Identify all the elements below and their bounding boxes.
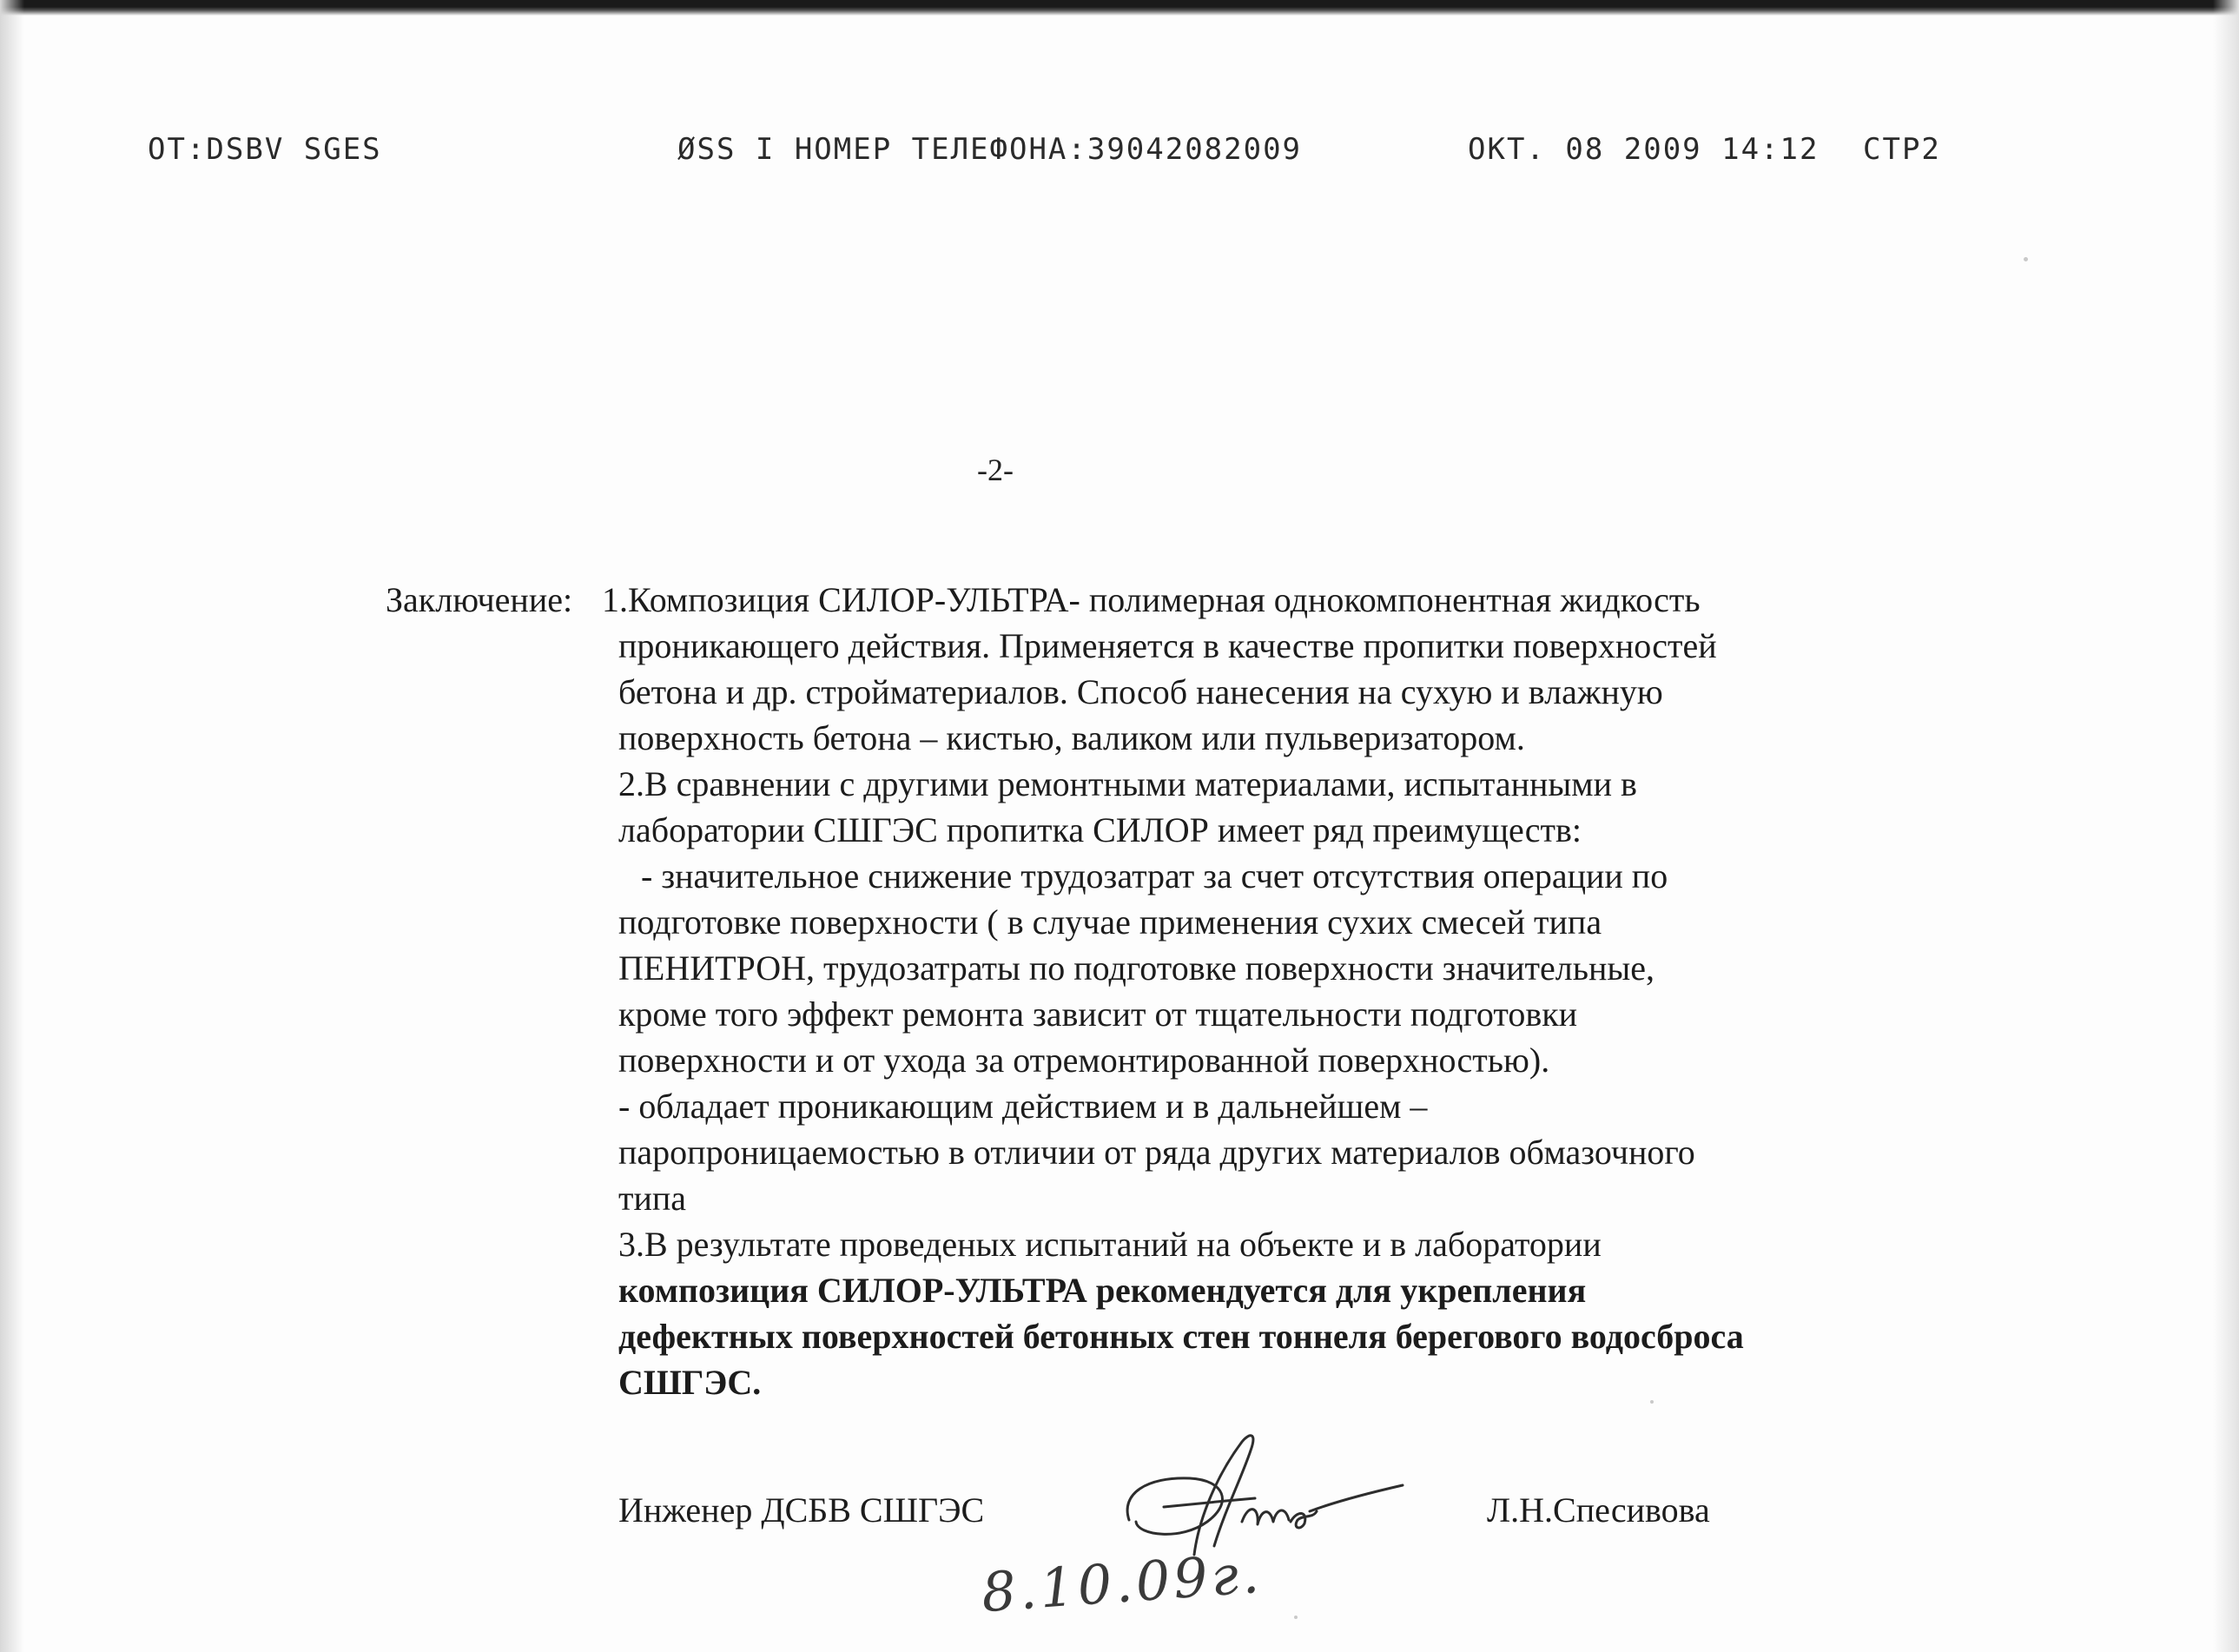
conclusion-line-14: типа (618, 1179, 687, 1218)
conclusion-line-15: 3.В результате проведеных испытаний на объекте и в лаборатории (618, 1225, 1602, 1264)
conclusion-line-12: - обладает проникающим действием и в дальнейшем – (618, 1087, 1428, 1126)
scan-left-edge (0, 0, 24, 1652)
fax-header-date: ОКТ. 08 2009 14:12 (1468, 132, 1820, 167)
conclusion-line-10: кроме того эффект ремонта зависит от тщательности подготовки (618, 995, 1578, 1034)
conclusion-bold-line-3: СШГЭС. (618, 1363, 762, 1402)
conclusion-line-11: поверхности и от ухода за отремонтированной поверхностью). (618, 1041, 1550, 1080)
fax-header-phone: ØSS I НОМЕР ТЕЛЕФОНА:39042082009 (677, 132, 1303, 167)
fax-header-from: OT:DSBV SGES (148, 132, 382, 167)
conclusion-line-1: 1.Композиция СИЛОР-УЛЬТРА- полимерная однокомпонентная жидкость (602, 580, 1701, 619)
conclusion-bold-line-2: дефектных поверхностей бетонных стен тоннеля берегового водосброса (618, 1317, 1744, 1356)
scan-speck (2024, 257, 2028, 261)
conclusion-line-9: ПЕНИТРОН, трудозатраты по подготовке поверхности значительные, (618, 948, 1655, 988)
conclusion-line-6: лаборатории СШГЭС пропитка СИЛОР имеет ряд преимуществ: (618, 810, 1582, 849)
page-number: -2- (977, 453, 1014, 487)
conclusion-line-7: - значительное снижение трудозатрат за счет отсутствия операции по (641, 856, 1668, 895)
scan-right-edge (2213, 0, 2239, 1652)
signatory-name: Л.Н.Спесивова (1487, 1490, 1710, 1530)
scan-speck (1294, 1616, 1298, 1619)
conclusion-line-13: паропроницаемостью в отличии от ряда других материалов обмазочного (618, 1133, 1695, 1172)
conclusion-line-8: подготовке поверхности ( в случае применения сухих смесей типа (618, 902, 1602, 942)
conclusion-bold-line-1: композиция СИЛОР-УЛЬТРА рекомендуется для укрепления (618, 1271, 1587, 1310)
scan-speck (1650, 1400, 1654, 1404)
conclusion-line-2: проникающего действия. Применяется в качестве пропитки поверхностей (618, 626, 1717, 665)
conclusion-line-4: поверхность бетона – кистью, валиком или пульверизатором. (618, 718, 1525, 757)
conclusion-line-5: 2.В сравнении с другими ремонтными материалами, испытанными в (618, 764, 1637, 803)
conclusion-label: Заключение: (386, 580, 573, 619)
scan-top-edge (0, 0, 2239, 16)
handwritten-date: 8.10.09г. (979, 1541, 1265, 1625)
fax-header-page: СТР2 (1863, 132, 1941, 167)
conclusion-line-3: бетона и др. стройматериалов. Способ нанесения на сухую и влажную (618, 672, 1663, 711)
signatory-title: Инженер ДСБВ СШГЭС (618, 1490, 985, 1530)
